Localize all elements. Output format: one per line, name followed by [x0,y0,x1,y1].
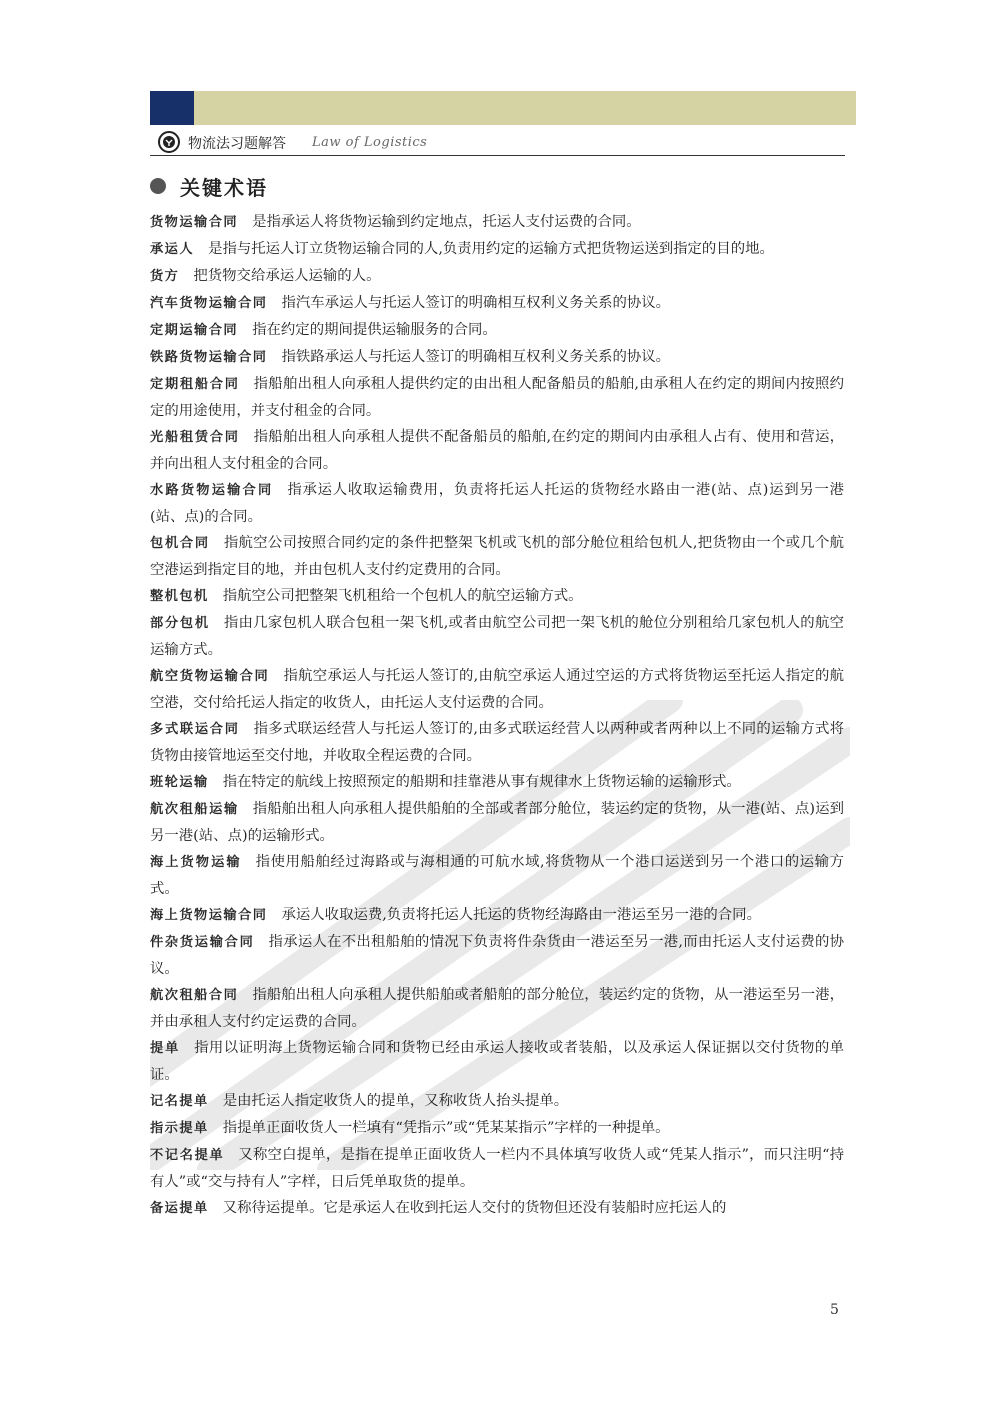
term-label: 航次租船合同 [150,988,239,1003]
glossary-entry [150,583,844,610]
term-definition: 是指与托运人订立货物运输合同的人,负责用约定的运输方式把货物运送到指定的目的地。 [208,241,774,257]
book-title: 物流法习题解答 [188,136,286,152]
term-label: 汽车货物运输合同 [150,296,268,311]
glossary-entry [150,236,844,263]
term-label: 班轮运输 [150,775,209,790]
term-label: 光船租赁合同 [150,430,240,445]
term-definition: 指在特定的航线上按照预定的船期和挂靠港从事有规律水上货物运输的运输形式。 [222,774,741,790]
glossary-list [150,209,844,1222]
term-definition: 指承运人收取运输费用，负责将托运人托运的货物经水路由一港(站、点)运到另一港(站、点)的合同。 [150,482,845,525]
glossary-entry [150,610,844,663]
header-color-block [150,91,194,125]
glossary-entry [150,769,844,796]
term-label: 件杂货运输合同 [150,935,255,950]
term-definition: 指使用船舶经过海路或与海相通的可航水域,将货物从一个港口运送到另一个港口的运输方式。 [150,854,845,897]
term-label: 不记名提单 [150,1148,225,1163]
term-definition: 指汽车承运人与托运人签订的明确相互权利义务关系的协议。 [281,295,671,311]
term-definition: 指船舶出租人向承租人提供船舶或者船舶的部分舱位，装运约定的货物，从一港运至另一港，并由承租人支付约定运费的合同。 [150,987,844,1030]
term-definition: 指提单正面收货人一栏填有“凭指示”或“凭某某指示”字样的一种提单。 [222,1120,670,1136]
glossary-entry [150,371,844,424]
term-label: 航次租船运输 [150,802,239,817]
term-definition: 指航空公司按照合同约定的条件把整架飞机或飞机的部分舱位租给包机人,把货物由一个或几个航空港运到指定目的地，并由包机人支付约定费用的合同。 [150,535,845,578]
glossary-entry [150,663,844,716]
term-label: 定期运输合同 [150,323,239,338]
term-definition: 指船舶出租人向承租人提供不配备船员的船舶,在约定的期间内由承租人占有、使用和营运，并向出租人支付租金的合同。 [150,429,845,472]
term-label: 部分包机 [150,616,210,631]
glossary-entry [150,1088,844,1115]
term-definition: 指航空承运人与托运人签订的,由航空承运人通过空运的方式将货物运至托运人指定的航空港，交付给托运人指定的收货人，由托运人支付运费的合同。 [150,668,845,711]
glossary-entry [150,716,844,769]
glossary-entry [150,477,844,530]
glossary-entry [150,1035,844,1088]
term-label: 货物运输合同 [150,215,239,230]
term-definition: 把货物交给承运人运输的人。 [193,268,381,284]
term-definition: 又称待运提单。它是承运人在收到托运人交付的货物但还没有装船时应托运人的 [222,1200,727,1216]
term-label: 航空货物运输合同 [150,669,270,684]
term-definition: 是由托运人指定收货人的提单，又称收货人抬头提单。 [222,1093,569,1109]
term-label: 提单 [150,1041,181,1056]
glossary-entry [150,849,844,902]
glossary-entry [150,796,844,849]
term-definition: 指船舶出租人向承租人提供约定的由出租人配备船员的船舶,由承租人在约定的期间内按照约定的用途使用，并支付租金的合同。 [150,376,845,419]
term-definition: 指多式联运经营人与托运人签订的,由多式联运经营人以两种或者两种以上不同的运输方式将货物由接管地运至交付地，并收取全程运费的合同。 [150,721,845,764]
term-definition: 指铁路承运人与托运人签订的明确相互权利义务关系的协议。 [281,349,671,365]
term-label: 备运提单 [150,1201,209,1216]
glossary-entry [150,424,844,477]
term-label: 定期租船合同 [150,377,240,392]
term-label: 水路货物运输合同 [150,483,274,498]
glossary-entry [150,1195,844,1222]
term-label: 多式联运合同 [150,722,240,737]
term-label: 海上货物运输 [150,855,242,870]
term-definition: 指航空公司把整架飞机租给一个包机人的航空运输方式。 [222,588,583,604]
book-title-english: Law of Logistics [312,135,428,150]
term-definition: 是指承运人将货物运输到约定地点，托运人支付运费的合同。 [252,214,641,230]
page-number: 5 [830,1302,839,1318]
term-label: 货方 [150,269,180,284]
term-label: 铁路货物运输合同 [150,350,268,365]
term-label: 承运人 [150,242,195,257]
glossary-entry [150,209,844,236]
glossary-entry [150,1115,844,1142]
term-definition: 承运人收取运费,负责将托运人托运的货物经海路由一港运至另一港的合同。 [281,907,761,923]
term-label: 整机包机 [150,589,209,604]
term-label: 指示提单 [150,1121,209,1136]
publisher-logo-icon [158,131,180,153]
glossary-entry [150,929,844,982]
glossary-entry [150,317,844,344]
glossary-entry [150,982,844,1035]
term-label: 海上货物运输合同 [150,908,268,923]
term-definition: 指船舶出租人向承租人提供船舶的全部或者部分舱位，装运约定的货物，从一港(站、点)运到另一港(站、点)的运输形式。 [150,801,844,844]
header-divider [150,155,845,156]
glossary-entry [150,902,844,929]
term-definition: 指在约定的期间提供运输服务的合同。 [252,322,497,338]
glossary-entry [150,344,844,371]
glossary-entry [150,290,844,317]
section-heading [150,172,268,200]
bullet-icon [150,178,166,194]
term-definition: 指承运人在不出租船舶的情况下负责将件杂货由一港运至另一港,而由托运人支付运费的协议。 [150,934,845,977]
term-label: 包机合同 [150,536,210,551]
glossary-entry [150,263,844,290]
glossary-entry [150,530,844,583]
glossary-entry [150,1142,844,1195]
term-definition: 指用以证明海上货物运输合同和货物已经由承运人接收或者装船，以及承运人保证据以交付货物的单证。 [150,1040,844,1083]
term-definition: 指由几家包机人联合包租一架飞机,或者由航空公司把一架飞机的舱位分别租给几家包机人的航空运输方式。 [150,615,845,658]
term-definition: 又称空白提单，是指在提单正面收货人一栏内不具体填写收货人或“凭某人指示”，而只注明“持有人”或“交与持有人”字样，日后凭单取货的提单。 [150,1147,845,1190]
term-label: 记名提单 [150,1094,209,1109]
section-title: 关键术语 [180,175,268,200]
header-band [150,91,856,125]
